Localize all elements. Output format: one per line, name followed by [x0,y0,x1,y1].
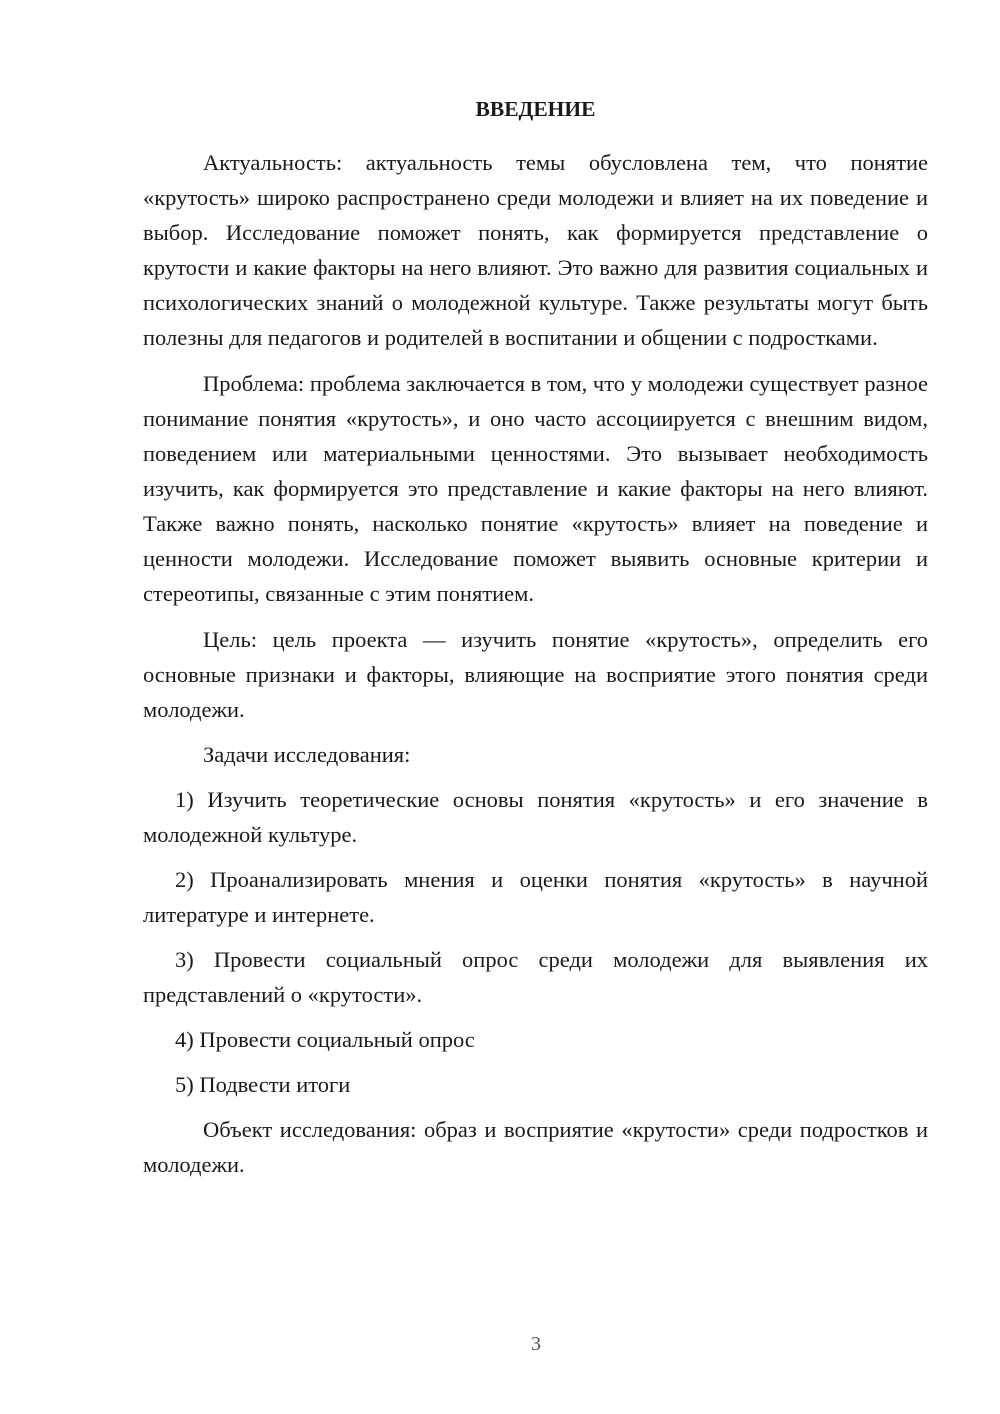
task-item-4: 4) Провести социальный опрос [175,1027,475,1052]
object-paragraph: Объект исследования: образ и восприятие «крутости» среди подростков и молодежи. [143,1117,928,1177]
tasks-heading: Задачи исследования: [203,742,411,767]
task-item-2: 2) Проанализировать мнения и оценки понятия «крутость» в научной литературе и интернете. [143,867,928,927]
problem-paragraph: Проблема: проблема заключается в том, что у молодежи существует разное понимание понятия «крутость», и оно часто ассоциируется с внешним видом, поведением или материальными ценностями. Это вызывает необходимость изучить, как формируется это представление и какие факторы на него влияют. Также важно понять, насколько понятие «крутость» влияет на поведение и ценности молодежи. Исследование поможет выявить основные критерии и стереотипы, связанные с этим понятием. [143,371,928,606]
document-page [143,92,928,1192]
task-item-5: 5) Подвести итоги [175,1072,351,1097]
relevance-paragraph: Актуальность: актуальность темы обусловлена тем, что понятие «крутость» широко распространено среди молодежи и влияет на их поведение и выбор. Исследование поможет понять, как формируется представление о крутости и какие факторы на него влияют. Это важно для развития социальных и психологических знаний о молодежной культуре. Также результаты могут быть полезны для педагогов и родителей в воспитании и общении с подростками. [143,150,928,350]
section-title: ВВЕДЕНИЕ [475,97,596,121]
goal-paragraph: Цель: цель проекта — изучить понятие «крутость», определить его основные признаки и факторы, влияющие на восприятие этого понятия среди молодежи. [143,627,928,722]
task-item-1: 1) Изучить теоретические основы понятия «крутость» и его значение в молодежной культуре. [143,787,928,847]
task-item-3: 3) Провести социальный опрос среди молодежи для выявления их представлений о «крутости». [143,947,928,1007]
page-number: 3 [531,1333,541,1355]
